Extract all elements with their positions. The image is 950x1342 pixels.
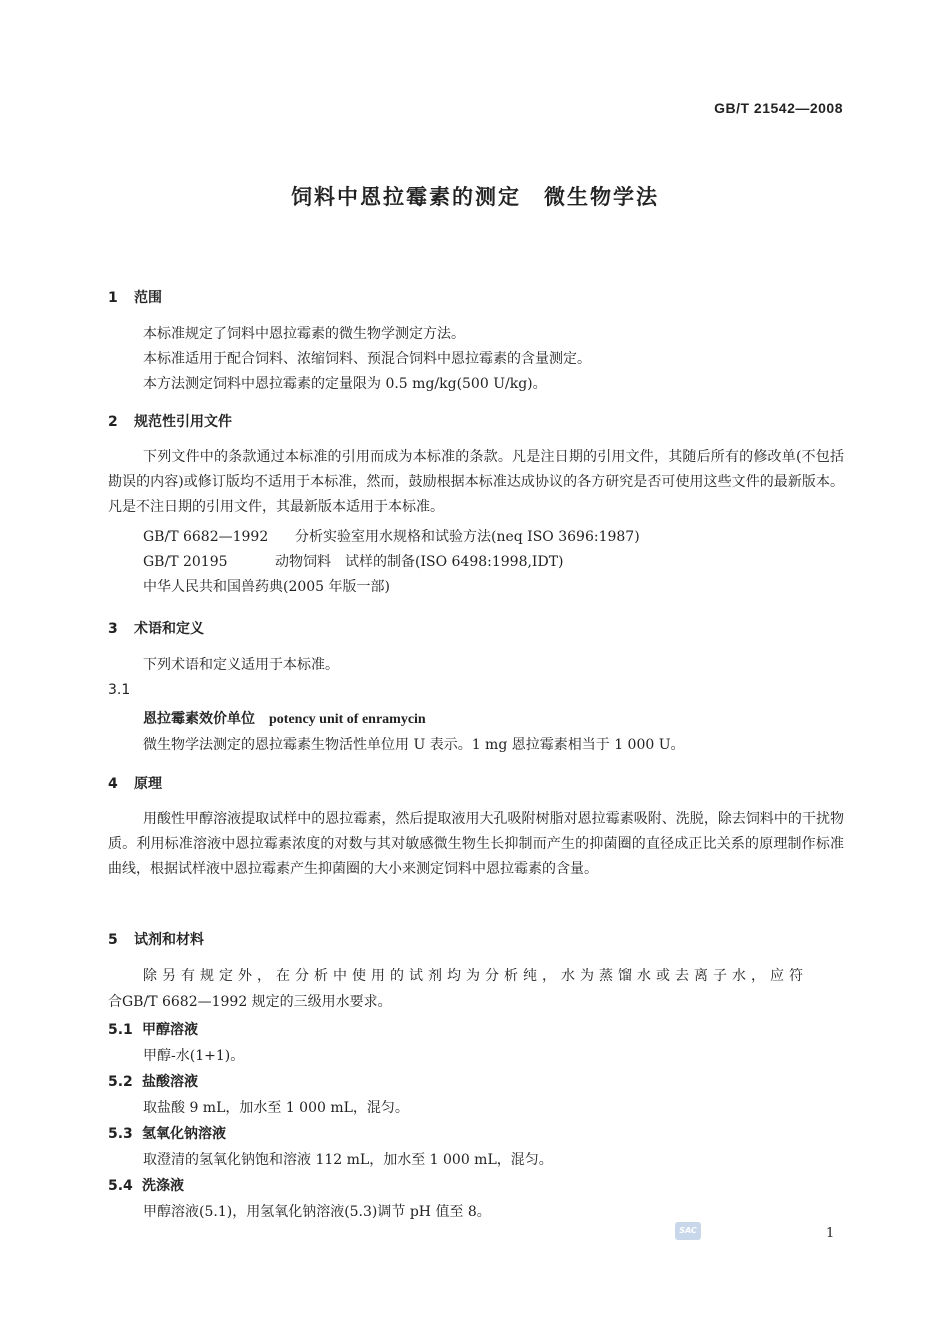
term-chinese: 恩拉霉素效价单位 — [143, 711, 255, 727]
section-number: 1 — [108, 290, 118, 306]
reference-title: 动物饲料 试样的制备(ISO 6498:1998,IDT) — [275, 554, 564, 570]
item-title: 甲醇溶液 — [142, 1022, 198, 1038]
item-5-4-heading — [108, 1175, 184, 1195]
section-number: 2 — [108, 414, 118, 430]
term-entry — [143, 708, 426, 728]
item-5-1-text: 甲醇-水(1+1)。 — [143, 1048, 245, 1064]
item-title: 洗涤液 — [142, 1178, 184, 1194]
item-5-4-text: 甲醇溶液(5.1)，用氢氧化钠溶液(5.3)调节 pH 值至 8。 — [143, 1204, 491, 1220]
reference-code: GB/T 20195 — [143, 554, 228, 570]
section-1-heading — [108, 287, 162, 307]
section-title: 原理 — [134, 776, 162, 792]
terms-intro: 下列术语和定义适用于本标准。 — [143, 657, 339, 673]
section-title: 试剂和材料 — [134, 932, 204, 948]
subsection-number: 3.1 — [108, 682, 131, 698]
sac-logo: SAC — [675, 1222, 701, 1240]
section-5-heading — [108, 929, 204, 949]
term-english: potency unit of enramycin — [269, 712, 426, 727]
reference-item: 中华人民共和国兽药典(2005 年版一部) — [143, 579, 391, 595]
item-5-3-text: 取澄清的氢氧化钠饱和溶液 112 mL，加水至 1 000 mL，混匀。 — [143, 1152, 553, 1168]
reagents-paragraph-line-1: 除另有规定外，在分析中使用的试剂均为分析纯，水为蒸馏水或去离子水，应符 — [143, 968, 808, 984]
scope-line-3: 本方法测定饲料中恩拉霉素的定量限为 0.5 mg/kg(500 U/kg)。 — [143, 376, 547, 392]
section-title: 术语和定义 — [134, 621, 204, 637]
section-title: 范围 — [134, 290, 162, 306]
scope-line-1: 本标准规定了饲料中恩拉霉素的微生物学测定方法。 — [143, 326, 465, 342]
section-title: 规范性引用文件 — [134, 414, 232, 430]
term-definition: 微生物学法测定的恩拉霉素生物活性单位用 U 表示。1 mg 恩拉霉素相当于 1 000 U。 — [143, 737, 685, 753]
standard-number: GB/T 21542—2008 — [714, 100, 843, 116]
scope-line-2: 本标准适用于配合饲料、浓缩饲料、预混合饲料中恩拉霉素的含量测定。 — [143, 351, 591, 367]
section-3-heading — [108, 618, 204, 638]
section-number: 3 — [108, 621, 118, 637]
section-4-heading — [108, 773, 162, 793]
item-5-1-heading — [108, 1019, 198, 1039]
item-title: 氢氧化钠溶液 — [142, 1126, 226, 1142]
section-number: 4 — [108, 776, 118, 792]
page-title: 饲料中恩拉霉素的测定 微生物学法 — [291, 185, 659, 209]
item-title: 盐酸溶液 — [142, 1074, 198, 1090]
item-number: 5.4 — [108, 1178, 133, 1194]
item-5-2-text: 取盐酸 9 mL，加水至 1 000 mL，混匀。 — [143, 1100, 409, 1116]
item-number: 5.2 — [108, 1074, 133, 1090]
references-paragraph: 下列文件中的条款通过本标准的引用而成为本标准的条款。凡是注日期的引用文件，其随后所有的修改单(不包括勘误的内容)或修订版均不适用于本标准，然而，鼓励根据本标准达成协议的各方研究是否可使用这些文件的最新版本。凡是不注日期的引用文件，其最新版本适用于本标准。 — [108, 449, 844, 515]
item-number: 5.3 — [108, 1126, 133, 1142]
item-5-3-heading — [108, 1123, 226, 1143]
reference-title: 分析实验室用水规格和试验方法(neq ISO 3696:1987) — [295, 529, 640, 545]
reference-code: GB/T 6682—1992 — [143, 529, 269, 545]
reference-item — [143, 551, 564, 571]
item-number: 5.1 — [108, 1022, 133, 1038]
section-number: 5 — [108, 932, 118, 948]
principle-paragraph: 用酸性甲醇溶液提取试样中的恩拉霉素，然后提取液用大孔吸附树脂对恩拉霉素吸附、洗脱，除去饲料中的干扰物质。利用标准溶液中恩拉霉素浓度的对数与其对敏感微生物生长抑制而产生的抑菌圈的直径成正比关系的原理制作标准曲线，根据试样液中恩拉霉素产生抑菌圈的大小来测定饲料中恩拉霉素的含量。 — [108, 811, 844, 877]
reference-item — [143, 526, 640, 546]
reagents-paragraph-line-2: 合GB/T 6682—1992 规定的三级用水要求。 — [108, 994, 392, 1010]
section-2-heading — [108, 411, 232, 431]
page-number: 1 — [826, 1226, 835, 1241]
item-5-2-heading — [108, 1071, 198, 1091]
